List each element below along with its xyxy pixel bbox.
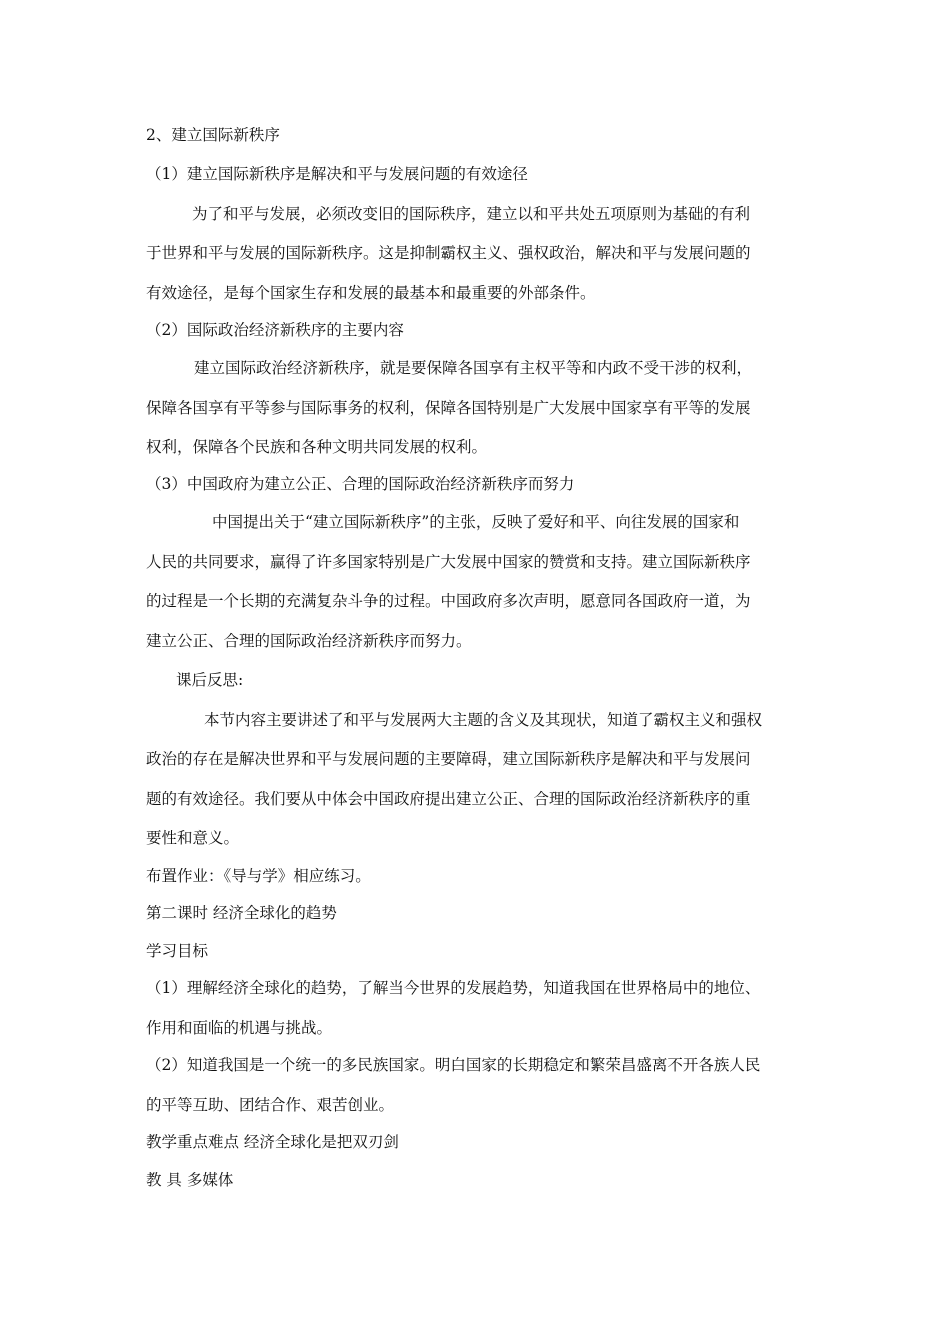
goal-line: 的平等互助、团结合作、艰苦创业。: [146, 1096, 395, 1114]
paragraph-line: 为了和平与发展，必须改变旧的国际秩序，建立以和平共处五项原则为基础的有利: [192, 205, 751, 223]
paragraph-line: 的过程是一个长期的充满复杂斗争的过程。中国政府多次声明，愿意同各国政府一道，为: [146, 592, 751, 610]
section-heading: 2、建立国际新秩序: [146, 126, 280, 144]
paragraph-line: 要性和意义。: [146, 829, 240, 847]
goal-line: 作用和面临的机遇与挑战。: [146, 1019, 333, 1037]
paragraph-line: 人民的共同要求，赢得了许多国家特别是广大发展中国家的赞赏和支持。建立国际新秩序: [146, 553, 751, 571]
subheading-1: （1）建立国际新秩序是解决和平与发展问题的有效途径: [146, 165, 528, 183]
paragraph-line: 保障各国享有平等参与国际事务的权利，保障各国特别是广大发展中国家享有平等的发展: [146, 399, 751, 417]
paragraph-line: 建立国际政治经济新秩序，就是要保障各国享有主权平等和内政不受干涉的权利，: [194, 359, 753, 377]
paragraph-line: 建立公正、合理的国际政治经济新秩序而努力。: [146, 632, 472, 650]
paragraph-line: 中国提出关于“建立国际新秩序”的主张，反映了爱好和平、向往发展的国家和: [212, 513, 740, 531]
paragraph-line: 权利，保障各个民族和各种文明共同发展的权利。: [146, 438, 488, 456]
lesson-title: 第二课时 经济全球化的趋势: [146, 904, 337, 922]
learning-goals-heading: 学习目标: [146, 942, 209, 960]
subheading-2: （2）国际政治经济新秩序的主要内容: [146, 321, 404, 339]
subheading-3: （3）中国政府为建立公正、合理的国际政治经济新秩序而努力: [146, 475, 575, 493]
paragraph-line: 本节内容主要讲述了和平与发展两大主题的含义及其现状，知道了霸权主义和强权: [204, 711, 763, 729]
paragraph-line: 题的有效途径。我们要从中体会中国政府提出建立公正、合理的国际政治经济新秩序的重: [146, 790, 751, 808]
reflection-heading: 课后反思:: [176, 671, 244, 689]
goal-line: （1）理解经济全球化的趋势，了解当今世界的发展趋势，知道我国在世界格局中的地位、: [146, 979, 761, 997]
paragraph-line: 政治的存在是解决世界和平与发展问题的主要障碍，建立国际新秩序是解决和平与发展问: [146, 750, 751, 768]
goal-line: （2）知道我国是一个统一的多民族国家。明白国家的长期稳定和繁荣昌盛离不开各族人民: [146, 1056, 761, 1074]
key-points-line: 教学重点难点 经济全球化是把双刃剑: [146, 1133, 399, 1151]
paragraph-line: 于世界和平与发展的国际新秩序。这是抑制霸权主义、强权政治，解决和平与发展问题的: [146, 244, 751, 262]
paragraph-line: 有效途径，是每个国家生存和发展的最基本和最重要的外部条件。: [146, 284, 596, 302]
homework-line: 布置作业：《导与学》相应练习。: [146, 867, 371, 885]
teaching-tools-line: 教 具 多媒体: [146, 1171, 234, 1189]
